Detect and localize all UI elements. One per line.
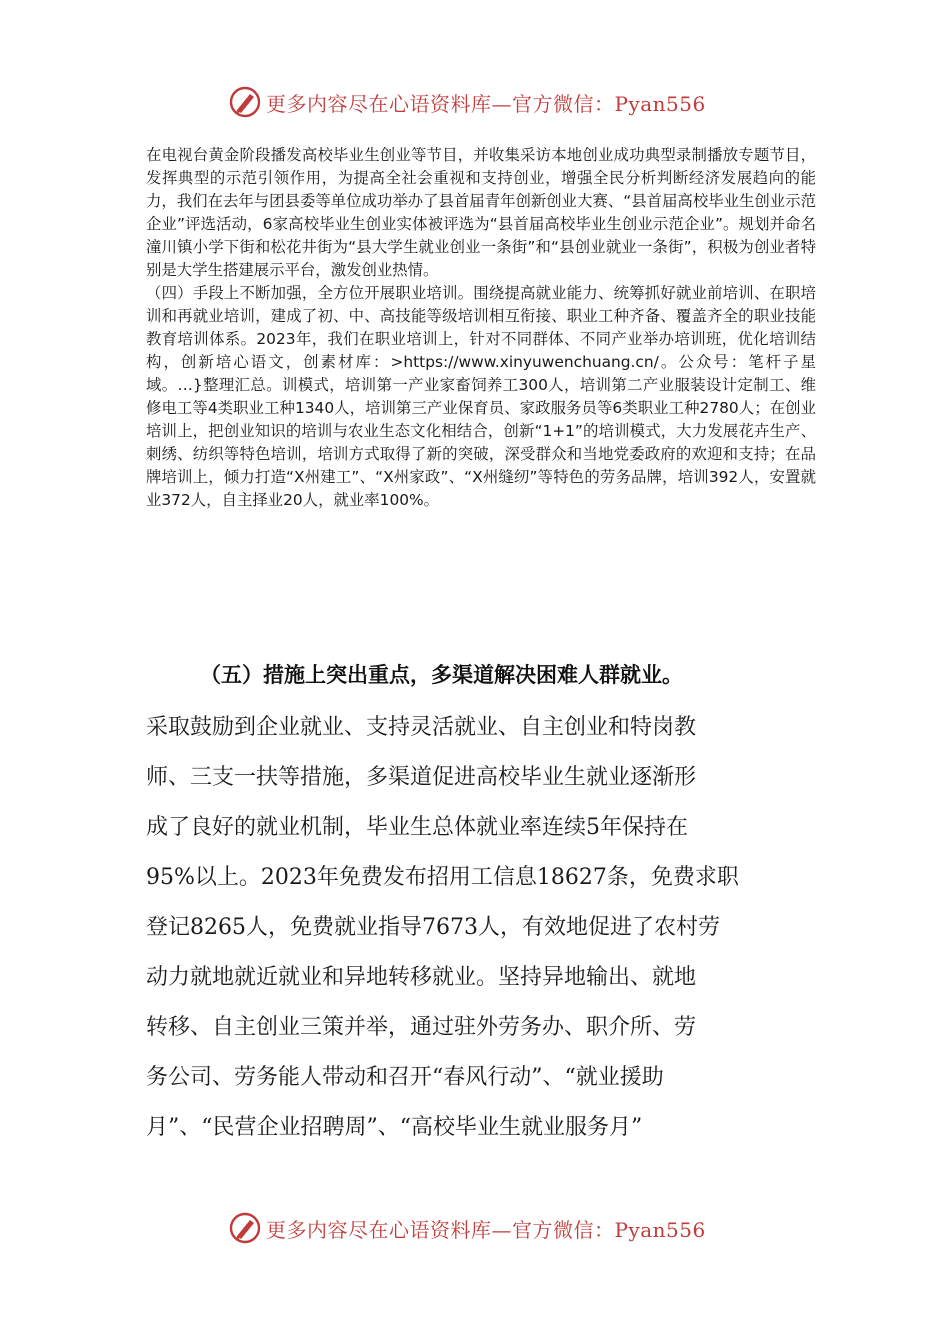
text-line: 成了良好的就业机制，毕业生总体就业率连续5年保持在 xyxy=(146,815,688,840)
pen-logo-icon xyxy=(228,1211,262,1245)
watermark-text: 更多内容尽在心语资料库—官方微信：Pyan556 xyxy=(266,1217,706,1242)
section-four-text xyxy=(146,144,816,512)
watermark-text: 更多内容尽在心语资料库—官方微信：Pyan556 xyxy=(266,91,706,116)
text-line: 动力就地就近就业和异地转移就业。坚持异地输出、就地 xyxy=(146,965,697,990)
pen-logo-icon xyxy=(228,85,262,119)
header-watermark xyxy=(228,84,706,120)
section-five-body xyxy=(146,703,801,1153)
text-line: 月”、“民营企业招聘周”、“高校毕业生就业服务月” xyxy=(146,1115,643,1140)
paragraph: 在电视台黄金阶段播发高校毕业生创业等节目，并收集采访本地创业成功典型录制播放专题节目，发挥典型的示范引领作用，为提高全社会重视和支持创业，增强全民分析判断经济发展趋向的能力，我们在去年与团县委等单位成功举办了县首届青年创新创业大赛、“县首届高校毕业生创业示范企业”评选活动，6家高校毕业生创业实体被评选为“县首届高校毕业生创业示范企业”。规划并命名潼川镇小学下街和松花井街为“县大学生就业创业一条街”和“县创业就业一条街”，积极为创业者特别是大学生搭建展示平台，激发创业热情。 xyxy=(146,146,816,279)
text-line: 采取鼓励到企业就业、支持灵活就业、自主创业和特岗教 xyxy=(146,715,697,740)
text-line: 转移、自主创业三策并举，通过驻外劳务办、职介所、劳 xyxy=(146,1015,697,1040)
text-line: 务公司、劳务能人带动和召开“春风行动”、“就业援助 xyxy=(146,1065,664,1090)
text-line: 师、三支一扶等措施，多渠道促进高校毕业生就业逐渐形 xyxy=(146,765,697,790)
text-line: 登记8265人，免费就业指导7673人，有效地促进了农村劳 xyxy=(146,915,720,940)
paragraph: （四）手段上不断加强，全方位开展职业培训。围绕提高就业能力、统筹抓好就业前培训、在职培训和再就业培训，建成了初、中、高技能等级培训相互衔接、职业工种齐备、覆盖齐全的职业技能教育培训体系。2023年，我们在职业培训上，针对不同群体、不同产业举办培训班，优化培训结构，创新培心语文，创素材库：>https://www.xinyuwenchuang.cn/。公众号：笔杆子星域。…}整理汇总。训模式，培训第一产业家畜饲养工300人，培训第二产业服装设计定制工、维修电工等4类职业工种1340人，培训第三产业保育员、家政服务员等6类职业工种2780人；在创业培训上，把创业知识的培训与农业生态文化相结合，创新“1+1”的培训模式，大力发展花卉生产、刺绣、纺织等特色培训，培训方式取得了新的突破，深受群众和当地党委政府的欢迎和支持；在品牌培训上，倾力打造“X州建工”、“X州家政”、“X州缝纫”等特色的劳务品牌，培训392人，安置就业372人，自主择业20人，就业率100%。 xyxy=(146,284,816,509)
footer-watermark xyxy=(228,1210,706,1246)
section-five-heading: （五）措施上突出重点，多渠道解决困难人群就业。 xyxy=(200,663,683,687)
text-line: 95%以上。2023年免费发布招用工信息18627条，免费求职 xyxy=(146,865,739,890)
